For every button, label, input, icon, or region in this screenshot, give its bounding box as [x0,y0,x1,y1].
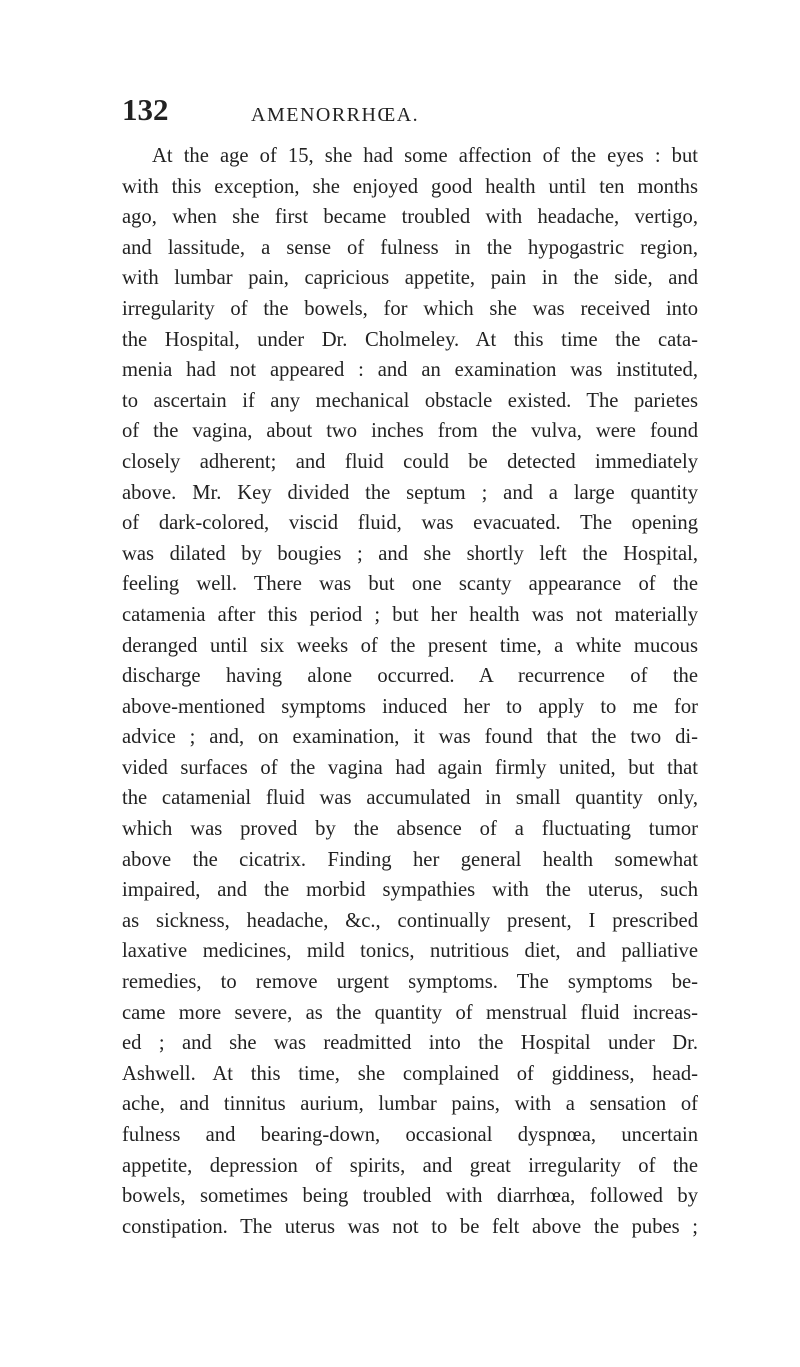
text-line: above. Mr. Key divided the septum ; and a large quantity [122,481,698,504]
text-line: the catamenial fluid was accumulated in small quantity only, [122,787,698,810]
text-line: bowels, sometimes being troubled with diarrhœa, followed by [122,1185,698,1208]
text-line: impaired, and the morbid sympathies with the uterus, such [122,879,698,902]
text-line: which was proved by the absence of a fluctuating tumor [122,818,698,841]
text-line: the Hospital, under Dr. Cholmeley. At this time the cata- [122,328,698,351]
text-line: closely adherent; and fluid could be detected immediately [122,450,698,473]
text-line: vided surfaces of the vagina had again firmly united, but that [122,756,698,779]
text-line: as sickness, headache, &c., continually present, I prescribed [122,909,698,932]
text-line: ed ; and she was readmitted into the Hospital under Dr. [122,1032,698,1055]
text-line: came more severe, as the quantity of menstrual fluid increas- [122,1001,698,1024]
text-line: At the age of 15, she had some affection of the eyes : but [152,145,698,167]
text-line: irregularity of the bowels, for which she was received into [122,297,698,320]
text-line: catamenia after this period ; but her health was not materially [122,603,698,626]
page-number: 132 [122,92,169,127]
text-line: discharge having alone occurred. A recurrence of the [122,665,698,688]
text-line: of the vagina, about two inches from the vulva, were found [122,420,698,443]
text-line: appetite, depression of spirits, and great irregularity of the [122,1154,698,1177]
text-line: menia had not appeared : and an examination was instituted, [122,359,698,382]
text-line: with this exception, she enjoyed good health until ten months [122,175,698,198]
text-line: advice ; and, on examination, it was found that the two di- [122,726,698,749]
text-line: feeling well. There was but one scanty appearance of the [122,573,698,596]
text-line: ache, and tinnitus aurium, lumbar pains, with a sensation of [122,1093,698,1116]
text-line: constipation. The uterus was not to be felt above the pubes ; [122,1215,698,1238]
body-text [122,141,698,1242]
text-line: ago, when she first became troubled with headache, vertigo, [122,206,698,229]
text-line: fulness and bearing-down, occasional dyspnœa, uncertain [122,1124,698,1146]
text-line: deranged until six weeks of the present time, a white mucous [122,634,698,657]
text-line: laxative medicines, mild tonics, nutritious diet, and palliative [122,940,698,963]
page-header [122,92,722,132]
running-head: AMENORRHŒA. [251,104,420,126]
text-line: and lassitude, a sense of fulness in the hypogastric region, [122,236,698,259]
text-line: above the cicatrix. Finding her general health somewhat [122,848,698,871]
text-line: was dilated by bougies ; and she shortly left the Hospital, [122,542,698,565]
text-line: Ashwell. At this time, she complained of giddiness, head- [122,1062,698,1085]
text-line: above-mentioned symptoms induced her to apply to me for [122,695,698,718]
text-line: remedies, to remove urgent symptoms. The symptoms be- [122,971,698,994]
text-line: to ascertain if any mechanical obstacle existed. The parietes [122,389,698,412]
text-line: of dark-colored, viscid fluid, was evacuated. The opening [122,512,698,535]
text-line: with lumbar pain, capricious appetite, pain in the side, and [122,267,698,290]
